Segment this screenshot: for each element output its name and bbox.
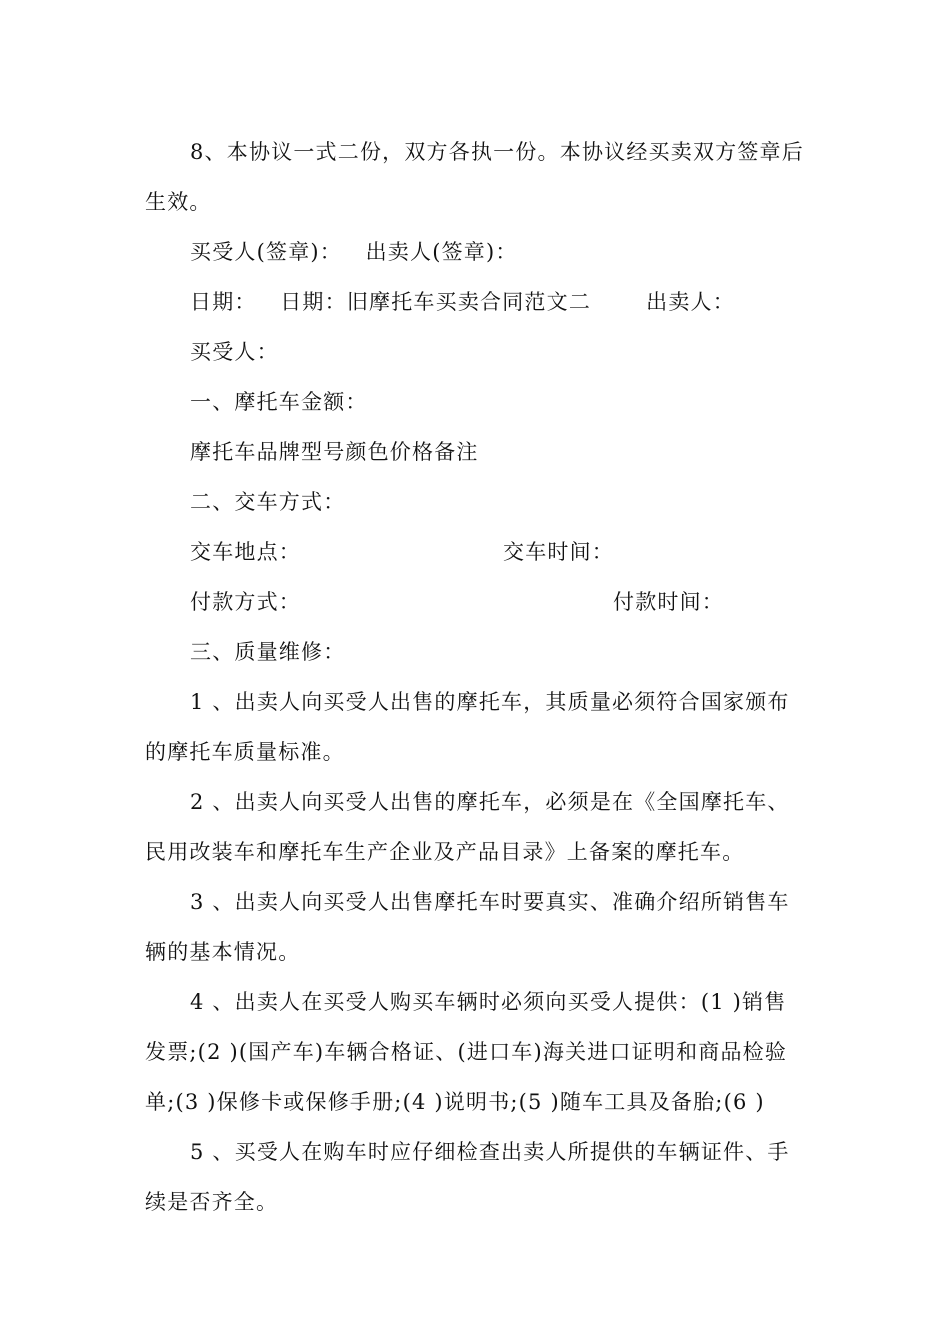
item-3-line-2: 辆的基本情况。: [145, 940, 301, 964]
payment-method-label: 付款方式：: [190, 590, 301, 614]
section-1-heading: 一、摩托车金额：: [190, 390, 368, 414]
item-4-line-1: 4 、出卖人在买受人购买车辆时必须向买受人提供：(1 )销售: [190, 990, 787, 1014]
item-1-line-2: 的摩托车质量标准。: [145, 740, 345, 764]
item-4-line-3: 单;(3 )保修卡或保修手册;(4 )说明书;(5 )随车工具及备胎;(6 ): [145, 1090, 765, 1114]
buyer-line: 买受人：: [190, 340, 279, 364]
item-2-line-2: 民用改装车和摩托车生产企业及产品目录》上备案的摩托车。: [145, 840, 745, 864]
clause-8-line-1: 8、本协议一式二份，双方各执一份。本协议经买卖双方签章后: [190, 140, 804, 164]
item-5-line-1: 5 、买受人在购车时应仔细检查出卖人所提供的车辆证件、手: [190, 1140, 790, 1164]
payment-time-label: 付款时间：: [613, 590, 724, 614]
item-5-line-2: 续是否齐全。: [145, 1190, 279, 1214]
delivery-time-label: 交车时间：: [503, 540, 614, 564]
section-3-heading: 三、质量维修：: [190, 640, 346, 664]
clause-8-line-2: 生效。: [145, 190, 212, 214]
item-3-line-1: 3 、出卖人向买受人出售摩托车时要真实、准确介绍所销售车: [190, 890, 790, 914]
vehicle-info-line: 摩托车品牌型号颜色价格备注: [190, 440, 479, 464]
item-2-line-1: 2 、出卖人向买受人出售的摩托车，必须是在《全国摩托车、: [190, 790, 790, 814]
date-line: 日期： 日期：旧摩托车买卖合同范文二 出卖人：: [190, 290, 735, 314]
signature-line: 买受人(签章)： 出卖人(签章)：: [190, 240, 518, 264]
section-2-heading: 二、交车方式：: [190, 490, 346, 514]
item-4-line-2: 发票;(2 )(国产车)车辆合格证、(进口车)海关进口证明和商品检验: [145, 1040, 788, 1064]
item-1-line-1: 1 、出卖人向买受人出售的摩托车，其质量必须符合国家颁布: [190, 690, 790, 714]
delivery-place-label: 交车地点：: [190, 540, 301, 564]
